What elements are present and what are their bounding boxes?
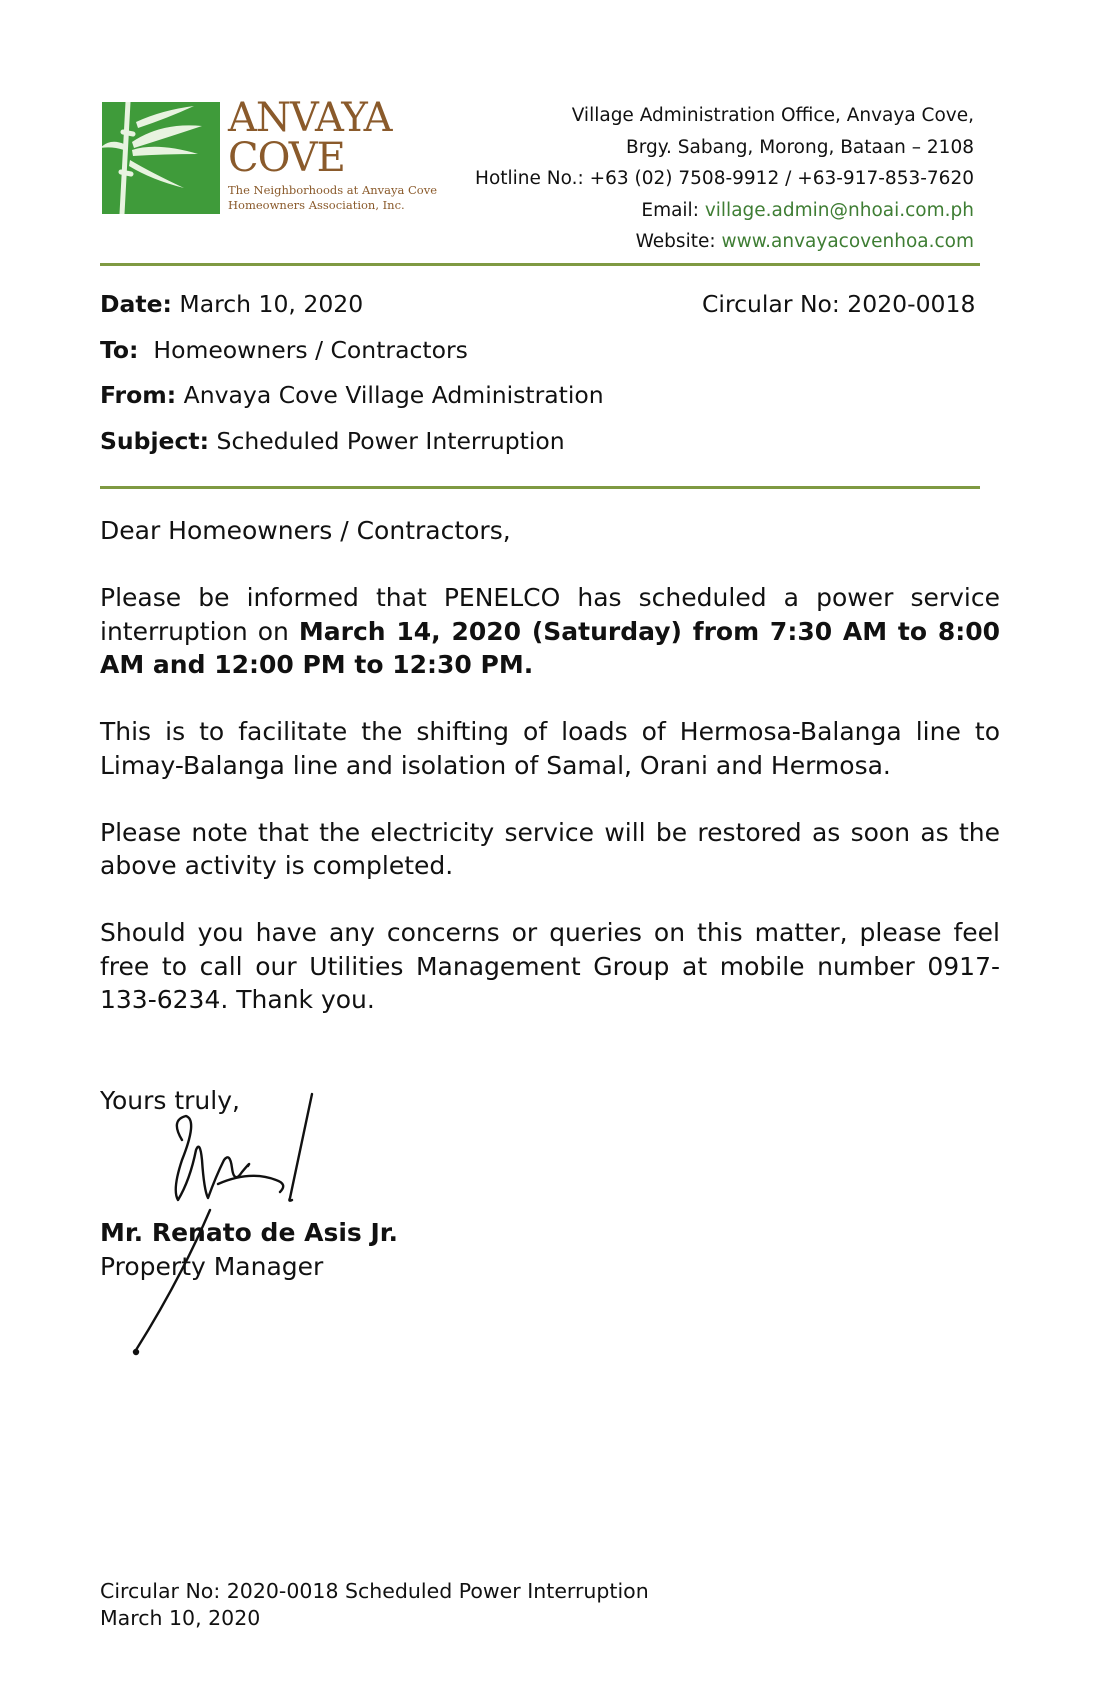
logo-line2: COVE (228, 135, 345, 181)
email-label: Email: (641, 199, 705, 221)
subject-value: Scheduled Power Interruption (216, 426, 565, 455)
email-link[interactable]: village.admin@nhoai.com.ph (704, 199, 974, 221)
to-label: To: (100, 335, 139, 364)
logo-bamboo-mark (102, 102, 220, 214)
office-contact-block (475, 100, 974, 258)
office-address-line2: Brgy. Sabang, Morong, Bataan – 2108 (626, 136, 974, 158)
logo-line1: ANVAYA (228, 95, 392, 141)
signatory-name: Mr. Renato de Asis Jr. (100, 1218, 399, 1247)
footer-line1: Circular No: 2020-0018 Scheduled Power Interruption (100, 1579, 649, 1603)
handwritten-signature (120, 1080, 330, 1360)
from-value: Anvaya Cove Village Administration (183, 381, 604, 409)
paragraph-contact: Should you have any concerns or queries on this matter, please feel free to call our Utilities Management Group at mobile number 0917-133-6234. Thank you. (100, 918, 1000, 1014)
logo-tag-line2: Homeowners Association, Inc. (228, 198, 405, 212)
paragraph-reason: This is to facilitate the shifting of loads of Hermosa-Balanga line to Limay-Balanga line and isolation of Samal, Orani and Hermosa. (100, 717, 1000, 780)
logo-tagline (228, 183, 437, 213)
to-value: Homeowners / Contractors (153, 335, 468, 364)
date-label: Date: (100, 290, 172, 318)
logo-wordmark (228, 95, 392, 181)
circular-number: Circular No: 2020-0018 (702, 290, 976, 318)
greeting: Dear Homeowners / Contractors, (100, 516, 511, 545)
to-row (100, 328, 604, 374)
bamboo-icon (102, 102, 220, 214)
letter-body (100, 514, 1000, 1050)
signatory-title: Property Manager (100, 1252, 324, 1281)
subject-row (100, 419, 604, 465)
page-footer (100, 1578, 649, 1632)
website-link[interactable]: www.anvayacovenhoa.com (721, 231, 974, 252)
paragraph-schedule (100, 581, 1000, 682)
header-divider (100, 263, 980, 266)
date-row (100, 282, 604, 328)
meta-divider (100, 486, 980, 489)
schedule-text: Please be informed that PENELCO has scheduled a power service interruption on (100, 583, 1000, 646)
website-label: Website: (635, 231, 722, 252)
logo-tag-line1: The Neighborhoods at Anvaya Cove (228, 183, 438, 197)
paragraph-restoration: Please note that the electricity service will be restored as soon as the above activity is completed. (100, 817, 1000, 880)
schedule-date-time: March 14, 2020 (Saturday) from 7:30 AM to 8:00 AM and 12:00 PM to 12:30 PM. (100, 616, 1001, 679)
website-line (475, 226, 974, 258)
closing-salutation: Yours truly, (100, 1086, 240, 1115)
hotline: Hotline No.: +63 (02) 7508-9912 / +63-917-853-7620 (475, 168, 974, 189)
footer-line2: March 10, 2020 (100, 1606, 261, 1630)
date-value: March 10, 2020 (179, 290, 364, 318)
office-address-line1: Village Administration Office, Anvaya Cove, (571, 105, 974, 126)
subject-label: Subject: (100, 426, 210, 455)
email-line (475, 195, 974, 227)
memo-meta (100, 282, 604, 464)
from-row (100, 373, 604, 419)
from-label: From: (100, 381, 177, 409)
